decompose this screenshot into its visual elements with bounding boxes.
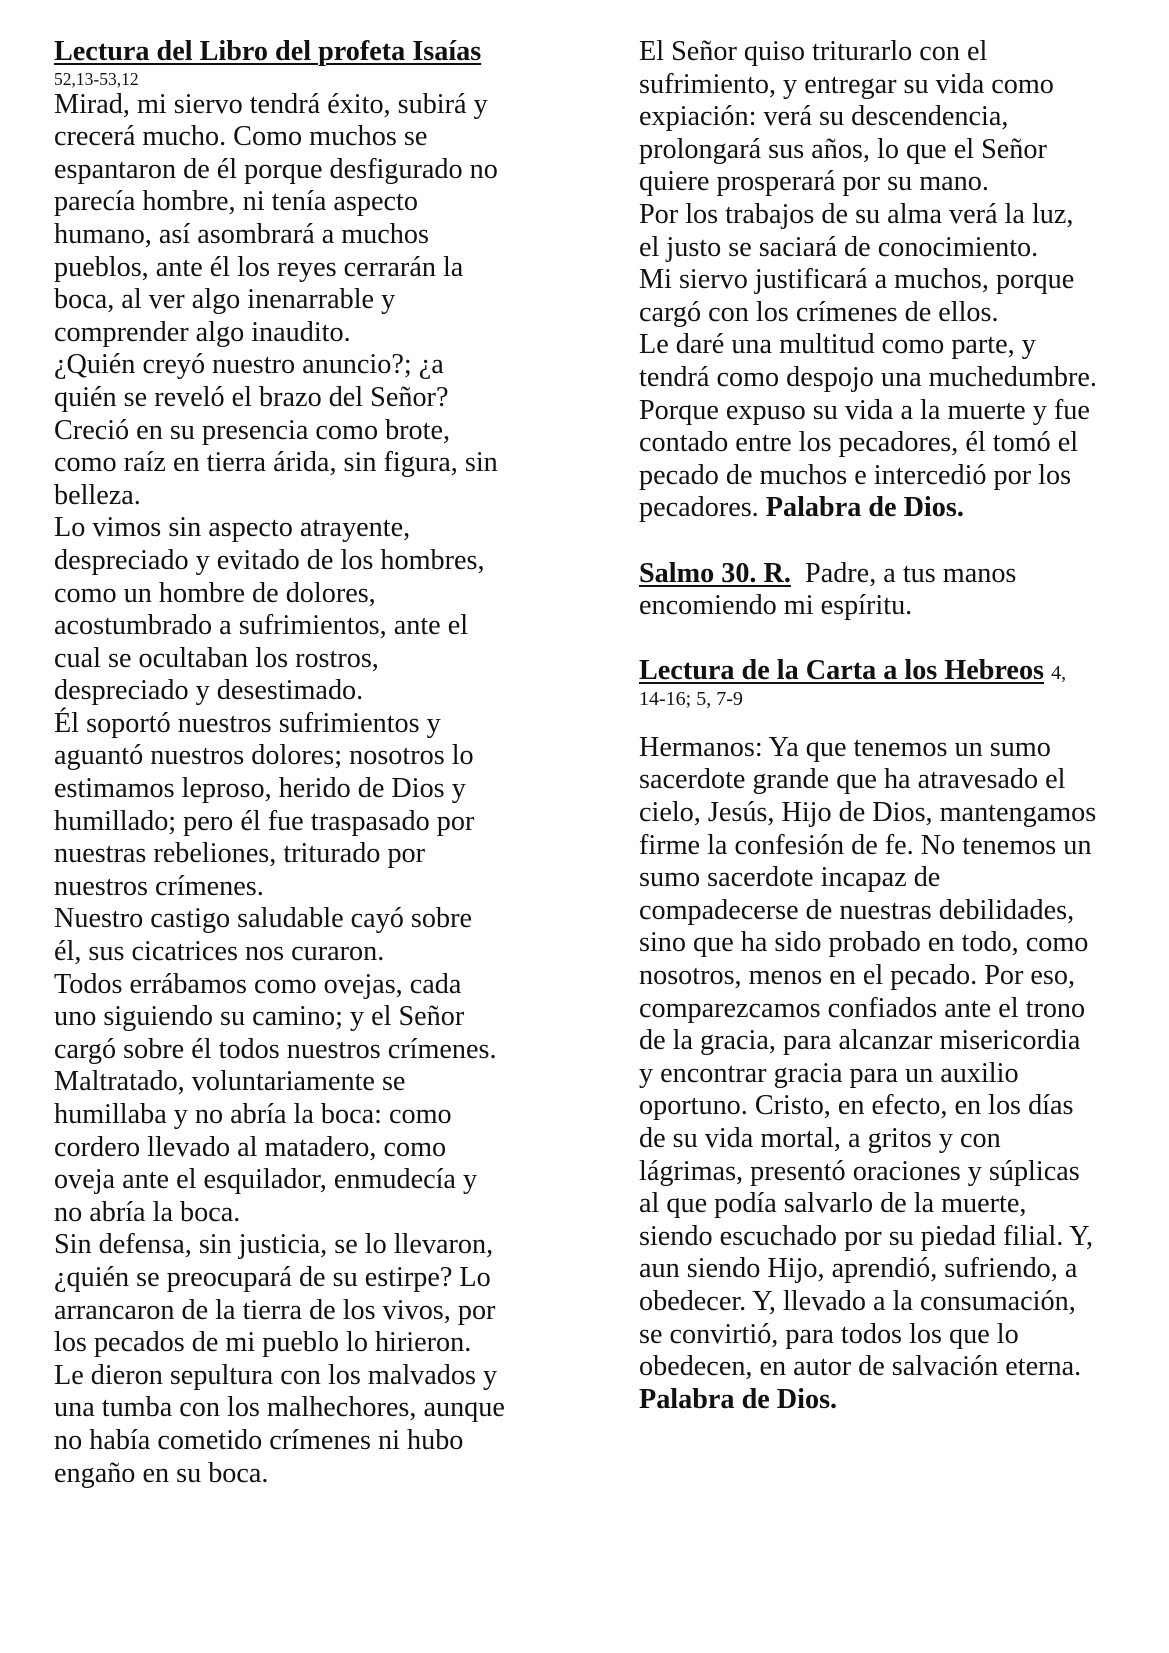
text-line: aguantó nuestros dolores; nosotros lo	[54, 740, 474, 772]
isaias-reading-continuation	[639, 36, 1169, 492]
spacer	[639, 623, 1169, 656]
hebreos-reading-body	[639, 732, 1169, 1384]
hebreos-reference-part2: 14-16; 5, 7-9	[639, 687, 743, 710]
text-line: el justo se saciará de conocimiento.	[639, 231, 1039, 263]
salmo-response-line2: encomiendo mi espíritu.	[639, 590, 913, 622]
text-line: de su vida mortal, a gritos y con	[639, 1123, 1001, 1154]
text-line: se convirtió, para todos los que lo	[639, 1318, 1019, 1350]
text-line: Porque expuso su vida a la muerte y fue	[639, 394, 1090, 426]
text-line: acostumbrado a sufrimientos, ante el	[54, 610, 469, 642]
hebreos-reference-part1: 4,	[1051, 662, 1067, 685]
text-line: Él soportó nuestros sufrimientos y	[54, 707, 441, 739]
text-line: los pecados de mi pueblo lo hirieron.	[54, 1327, 472, 1359]
hebreos-closing: Palabra de Dios.	[639, 1383, 838, 1415]
text-line: pueblos, ante él los reyes cerrarán la	[54, 251, 464, 283]
isaias-last-line	[639, 492, 1169, 525]
text-line: Le daré una multitud como parte, y	[639, 329, 1036, 361]
text-line: tendrá como despojo una muchedumbre.	[639, 361, 1097, 393]
isaias-reading-title: Lectura del Libro del profeta Isaías	[54, 36, 482, 67]
left-column	[54, 36, 594, 1490]
text-line: humillado; pero él fue traspasado por	[54, 805, 475, 837]
text-line: cargó con los crímenes de ellos.	[639, 296, 999, 328]
text-line: lágrimas, presentó oraciones y súplicas	[639, 1155, 1080, 1187]
text-line: sacerdote grande que ha atravesado el	[639, 764, 1066, 796]
salmo-response-line1: Padre, a tus manos	[805, 557, 1017, 589]
text-line: una tumba con los malhechores, aunque	[54, 1392, 505, 1424]
text-line: aun siendo Hijo, aprendió, sufriendo, a	[639, 1253, 1078, 1285]
salmo-response	[639, 558, 1169, 591]
text-line: despreciado y evitado de los hombres,	[54, 544, 485, 576]
text-line: belleza.	[54, 479, 141, 511]
text-line: de la gracia, para alcanzar misericordia	[639, 1025, 1081, 1057]
text-line: Lo vimos sin aspecto atrayente,	[54, 512, 411, 544]
text-line: humano, así asombrará a muchos	[54, 218, 429, 250]
text-line: sufrimiento, y entregar su vida como	[639, 68, 1054, 100]
text-line: estimamos leproso, herido de Dios y	[54, 773, 466, 805]
text-line: nuestros crímenes.	[54, 870, 264, 902]
text-line: uno siguiendo su camino; y el Señor	[54, 1001, 465, 1033]
text-line: cargó sobre él todos nuestros crímenes.	[54, 1033, 497, 1065]
text-line: firme la confesión de fe. No tenemos un	[639, 829, 1092, 861]
text-line: Creció en su presencia como brote,	[54, 414, 451, 446]
text-line: comprender algo inaudito.	[54, 316, 351, 348]
text-line: Nuestro castigo saludable cayó sobre	[54, 903, 472, 935]
isaias-reading-body	[54, 89, 594, 1491]
text-line: compadecerse de nuestras debilidades,	[639, 894, 1075, 926]
isaias-closing: Palabra de Dios.	[765, 492, 964, 524]
text-line: y encontrar gracia para un auxilio	[639, 1057, 1019, 1089]
text-line: expiación: verá su descendencia,	[639, 101, 1009, 133]
text-line: Sin defensa, sin justicia, se lo llevaron,	[54, 1229, 494, 1261]
text-line: contado entre los pecadores, él tomó el	[639, 427, 1079, 459]
text-line: obedecer. Y, llevado a la consumación,	[639, 1285, 1076, 1317]
text-line: crecerá mucho. Como muchos se	[54, 121, 428, 153]
text-line: quién se reveló el brazo del Señor?	[54, 381, 449, 413]
text-line: oportuno. Cristo, en efecto, en los días	[639, 1090, 1074, 1122]
text-line: engaño en su boca.	[54, 1457, 269, 1489]
text-line: siendo escuchado por su piedad filial. Y,	[639, 1220, 1094, 1252]
salmo-label: Salmo 30. R.	[639, 557, 791, 589]
text-line: Maltratado, voluntariamente se	[54, 1066, 406, 1098]
isaias-last-line-text: pecadores.	[639, 492, 759, 524]
text-line: comparezcamos confiados ante el trono	[639, 992, 1086, 1024]
text-line: cual se ocultaban los rostros,	[54, 642, 379, 674]
right-column	[639, 36, 1169, 1416]
spacer	[639, 710, 1169, 732]
text-line: Mi siervo justificará a muchos, porque	[639, 264, 1075, 296]
text-line: cielo, Jesús, Hijo de Dios, mantengamos	[639, 797, 1097, 829]
text-line: boca, al ver algo inenarrable y	[54, 284, 396, 316]
text-line: Por los trabajos de su alma verá la luz,	[639, 198, 1074, 230]
text-line: arrancaron de la tierra de los vivos, por	[54, 1294, 496, 1326]
text-line: obedecen, en autor de salvación eterna.	[639, 1351, 1082, 1383]
text-line: oveja ante el esquilador, enmudecía y	[54, 1164, 478, 1196]
text-line: sino que ha sido probado en todo, como	[639, 927, 1089, 959]
isaias-reading-reference: 52,13-53,12	[54, 68, 139, 89]
text-line: prolongará sus años, lo que el Señor	[639, 133, 1047, 165]
text-line: Mirad, mi siervo tendrá éxito, subirá y	[54, 88, 488, 120]
text-line: cordero llevado al matadero, como	[54, 1131, 447, 1163]
text-line: al que podía salvarlo de la muerte,	[639, 1188, 1027, 1220]
hebreos-reading-title: Lectura de la Carta a los Hebreos	[639, 655, 1045, 687]
text-line: despreciado y desestimado.	[54, 675, 364, 707]
text-line: como un hombre de dolores,	[54, 577, 376, 609]
text-line: nosotros, menos en el pecado. Por eso,	[639, 960, 1076, 992]
text-line: él, sus cicatrices nos curaron.	[54, 936, 385, 968]
hebreos-title-line	[639, 655, 1169, 688]
text-line: no había cometido crímenes ni hubo	[54, 1424, 464, 1456]
text-line: nuestras rebeliones, triturado por	[54, 838, 426, 870]
text-line: ¿Quién creyó nuestro anuncio?; ¿a	[54, 349, 444, 381]
spacer	[639, 525, 1169, 558]
text-line: espantaron de él porque desfigurado no	[54, 153, 498, 185]
text-line: quiere prosperará por su mano.	[639, 166, 989, 198]
text-line: como raíz en tierra árida, sin figura, sin	[54, 447, 498, 479]
text-line: sumo sacerdote incapaz de	[639, 862, 941, 894]
text-line: El Señor quiso triturarlo con el	[639, 36, 988, 67]
text-line: no abría la boca.	[54, 1196, 241, 1228]
hebreos-closing-line	[639, 1384, 1169, 1417]
text-line: ¿quién se preocupará de su estirpe? Lo	[54, 1261, 491, 1293]
text-line: humillaba y no abría la boca: como	[54, 1099, 452, 1130]
text-line: Le dieron sepultura con los malvados y	[54, 1359, 498, 1391]
text-line: parecía hombre, ni tenía aspecto	[54, 186, 418, 218]
text-line: Hermanos: Ya que tenemos un sumo	[639, 731, 1051, 763]
text-line: Todos errábamos como ovejas, cada	[54, 968, 462, 1000]
text-line: pecado de muchos e intercedió por los	[639, 459, 1072, 491]
